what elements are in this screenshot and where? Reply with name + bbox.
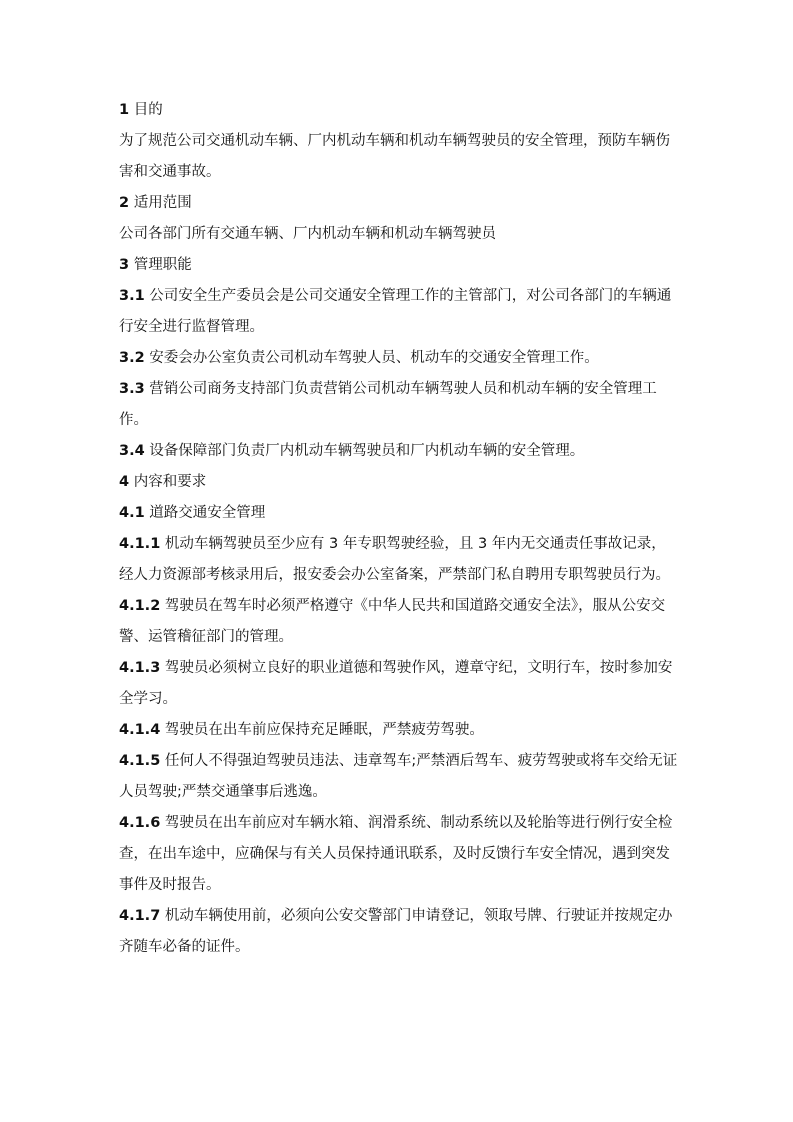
section-heading-2: 2 适用范围 [119,195,192,211]
clause-4-1-1: 4.1.1 机动车辆驾驶员至少应有 3 年专职驾驶经验，且 3 年内无交通责任事故记录，经人力资源部考核录用后，报安委会办公室备案，严禁部门私自聘用专职驾驶员行为。 [119,536,670,583]
clause-4-1-3: 4.1.3 驾驶员必须树立良好的职业道德和驾驶作风，遵章守纪，文明行车，按时参加安全学习。 [119,660,673,707]
clause-3-1: 3.1 公司安全生产委员会是公司交通安全管理工作的主管部门，对公司各部门的车辆通行安全进行监督管理。 [119,288,672,335]
clause-4-1-6: 4.1.6 驾驶员在出车前应对车辆水箱、润滑系统、制动系统以及轮胎等进行例行安全检查，在出车途中，应确保与有关人员保持通讯联系，及时反馈行车安全情况，遇到突发事件及时报告。 [119,815,673,893]
section-heading-3: 3 管理职能 [119,257,192,273]
clause-4-1-4: 4.1.4 驾驶员在出车前应保持充足睡眠，严禁疲劳驾驶。 [119,722,484,738]
clause-3-4: 3.4 设备保障部门负责厂内机动车辆驾驶员和厂内机动车辆的安全管理。 [119,443,585,459]
clause-3-3: 3.3 营销公司商务支持部门负责营销公司机动车辆驾驶人员和机动车辆的安全管理工作。 [119,381,657,428]
clause-4-1-7: 4.1.7 机动车辆使用前，必须向公安交警部门申请登记，领取号牌、行驶证并按规定办齐随车必备的证件。 [119,908,673,955]
clause-4-1-5: 4.1.5 任何人不得强迫驾驶员违法、违章驾车;严禁酒后驾车、疲劳驾驶或将车交给无证人员驾驶;严禁交通肇事后逃逸。 [119,753,678,800]
clause-4-1-2: 4.1.2 驾驶员在驾车时必须严格遵守《中华人民共和国道路交通安全法》，服从公安交警、运管稽征部门的管理。 [119,598,666,645]
paragraph-scope: 公司各部门所有交通车辆、厂内机动车辆和机动车辆驾驶员 [119,226,496,242]
paragraph-purpose: 为了规范公司交通机动车辆、厂内机动车辆和机动车辆驾驶员的安全管理，预防车辆伤害和交通事故。 [119,133,670,180]
clause-3-2: 3.2 安委会办公室负责公司机动车驾驶人员、机动车的交通安全管理工作。 [119,350,599,366]
section-heading-4-1: 4.1 道路交通安全管理 [119,505,266,521]
section-heading-1: 1 目的 [119,102,163,118]
section-heading-4: 4 内容和要求 [119,474,207,490]
document-page [119,95,679,963]
